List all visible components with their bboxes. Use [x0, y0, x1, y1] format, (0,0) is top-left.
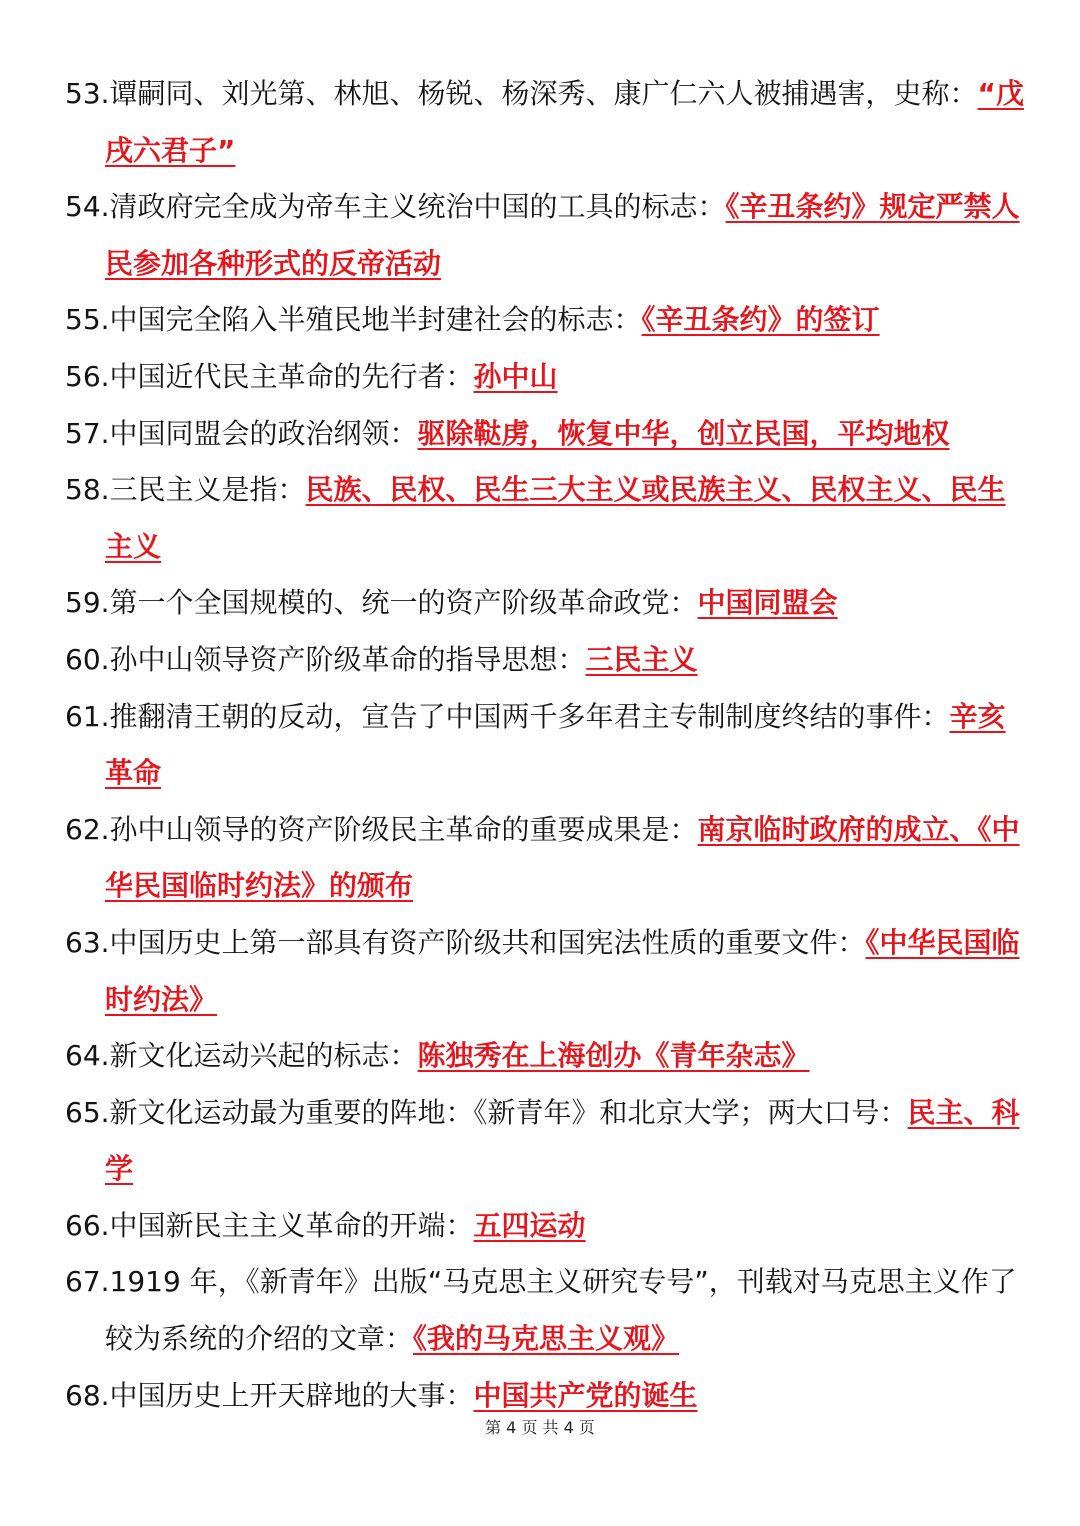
item-question: 三民主义是指：: [109, 473, 306, 507]
item-number: 68.: [65, 1378, 110, 1412]
item-answer: 三民主义: [585, 642, 698, 676]
item-answer: 《我的马克思主义观》: [413, 1322, 680, 1356]
item-answer: 《辛丑条约》的签订: [641, 303, 880, 337]
item-number: 57.: [65, 416, 110, 450]
list-item: [65, 802, 1025, 915]
list-item: [65, 915, 1025, 1028]
item-number: 64.: [65, 1039, 110, 1073]
item-answer: 南京临时政府的成立、《中华民国临时约法》的颁布: [105, 812, 1020, 903]
page-footer: 第 4 页 共 4 页: [485, 1418, 595, 1437]
item-number: 59.: [65, 586, 110, 620]
item-number: 58.: [65, 473, 110, 507]
item-question: 第一个全国规模的、统一的资产阶级革命政党：: [109, 586, 698, 620]
item-answer: 孙中山: [473, 359, 558, 393]
item-question: 清政府完全成为帝车主义统治中国的工具的标志：: [109, 190, 726, 224]
list-item: [65, 406, 1025, 463]
list-item: [65, 1198, 1025, 1255]
item-number: 66.: [65, 1208, 110, 1242]
item-answer: 民族、民权、民生三大主义或民族主义、民权主义、民生主义: [105, 473, 1006, 563]
list-item: [65, 632, 1025, 689]
item-number: 63.: [65, 925, 110, 959]
item-question: 推翻清王朝的反动，宣告了中国两千多年君主专制制度终结的事件：: [109, 699, 950, 733]
list-item: [65, 66, 1025, 179]
item-number: 55.: [65, 303, 110, 337]
list-item: [65, 689, 1025, 802]
item-question: 孙中山领导资产阶级革命的指导思想：: [109, 642, 586, 676]
item-answer: 辛亥革命: [105, 699, 1006, 790]
list-item: [65, 1028, 1025, 1085]
item-question: 谭嗣同、刘光第、林旭、杨锐、杨深秀、康广仁六人被捕遇害，史称：: [109, 77, 978, 110]
item-number: 60.: [65, 642, 110, 676]
item-question: 中国近代民主革命的先行者：: [109, 359, 474, 393]
item-number: 54.: [65, 190, 110, 224]
list-item: [65, 292, 1025, 349]
list-item: [65, 349, 1025, 406]
list-item: [65, 462, 1025, 575]
item-answer: 《中华民国临时约法》: [105, 925, 1020, 1016]
item-question: 新文化运动兴起的标志：: [109, 1039, 418, 1073]
item-answer: “戊戌六君子”: [105, 77, 1024, 167]
item-answer: 《辛丑条约》规定严禁人民参加各种形式的反帝活动: [105, 190, 1020, 280]
item-question: 新文化运动最为重要的阵地：《新青年》和北京大学；两大口号：: [109, 1095, 908, 1129]
item-question: 中国同盟会的政治纲领：: [109, 416, 418, 450]
list-item: [65, 179, 1025, 292]
item-answer: 驱除鞑虏，恢复中华，创立民国，平均地权: [417, 416, 950, 450]
item-number: 53.: [65, 77, 110, 110]
list-item: [65, 575, 1025, 632]
item-number: 61.: [65, 699, 110, 733]
item-question: 1919 年，《新青年》出版“马克思主义研究专号”，刊载对马克思主义作了较为系统的介绍的文章：: [105, 1265, 1017, 1356]
item-answer: 民主、科学: [105, 1095, 1020, 1186]
item-number: 56.: [65, 359, 110, 393]
item-answer: 中国共产党的诞生: [473, 1378, 698, 1412]
item-number: 62.: [65, 812, 110, 846]
item-question: 中国历史上第一部具有资产阶级共和国宪法性质的重要文件：: [109, 925, 866, 959]
item-question: 中国完全陷入半殖民地半封建社会的标志：: [109, 303, 642, 337]
item-question: 中国新民主主义革命的开端：: [109, 1208, 474, 1242]
item-number: 67.: [65, 1265, 110, 1299]
item-answer: 中国同盟会: [697, 586, 838, 620]
list-item: [65, 1254, 1025, 1367]
item-answer: 陈独秀在上海创办《青年杂志》: [417, 1039, 810, 1073]
item-number: 65.: [65, 1095, 110, 1129]
item-question: 孙中山领导的资产阶级民主革命的重要成果是：: [109, 812, 698, 846]
question-list: [65, 66, 1025, 1424]
item-question: 中国历史上开天辟地的大事：: [109, 1378, 474, 1412]
list-item: [65, 1085, 1025, 1198]
item-answer: 五四运动: [473, 1208, 586, 1242]
